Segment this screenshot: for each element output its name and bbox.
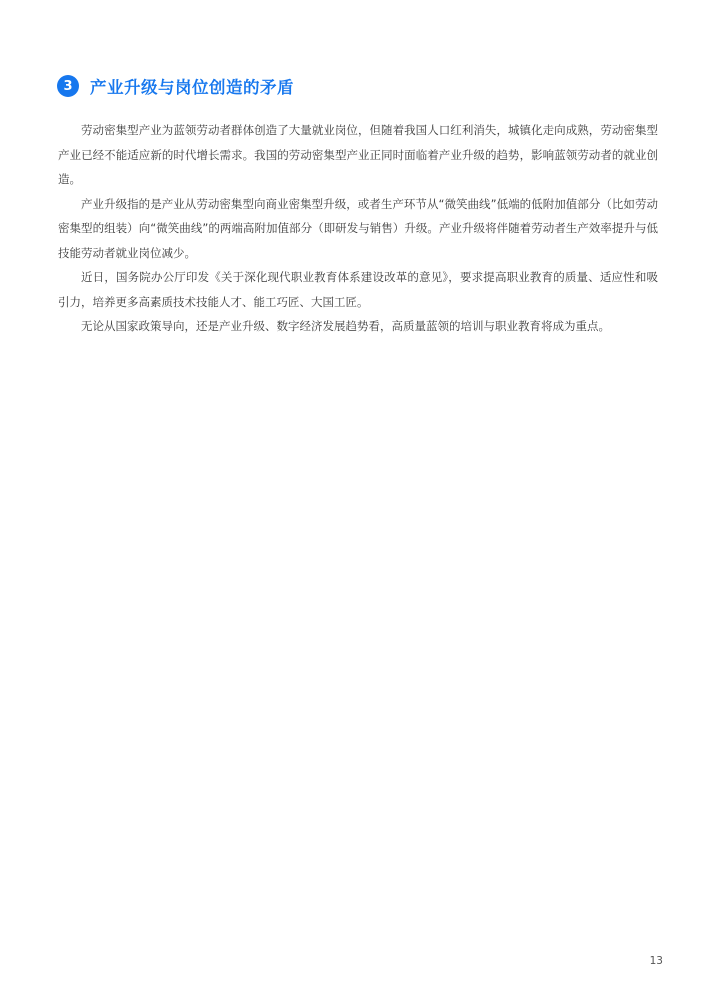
paragraph-4: 无论从国家政策导向，还是产业升级、数字经济发展趋势看，高质量蓝领的培训与职业教育将成为重点。 xyxy=(81,319,610,333)
page-number: 13 xyxy=(649,955,663,967)
paragraph-1: 劳动密集型产业为蓝领劳动者群体创造了大量就业岗位，但随着我国人口红利消失，城镇化走向成熟，劳动密集型产业已经不能适应新的时代增长需求。我国的劳动密集型产业正同时面临着产业升级的趋势，影响蓝领劳动者的就业创造。 xyxy=(58,123,658,186)
section-header xyxy=(57,74,294,98)
paragraph-3: 近日，国务院办公厅印发《关于深化现代职业教育体系建设改革的意见》，要求提高职业教育的质量、适应性和吸引力，培养更多高素质技术技能人才、能工巧匠、大国工匠。 xyxy=(58,270,658,309)
section-title: 产业升级与岗位创造的矛盾 xyxy=(90,78,294,97)
paragraph-2: 产业升级指的是产业从劳动密集型向商业密集型升级，或者生产环节从“微笑曲线”低端的低附加值部分（比如劳动密集型的组装）向“微笑曲线”的两端高附加值部分（即研发与销售）升级。产业升级将伴随着劳动者生产效率提升与低技能劳动者就业岗位减少。 xyxy=(58,196,658,260)
body-text xyxy=(58,118,658,339)
section-number-badge: 3 xyxy=(57,75,79,97)
